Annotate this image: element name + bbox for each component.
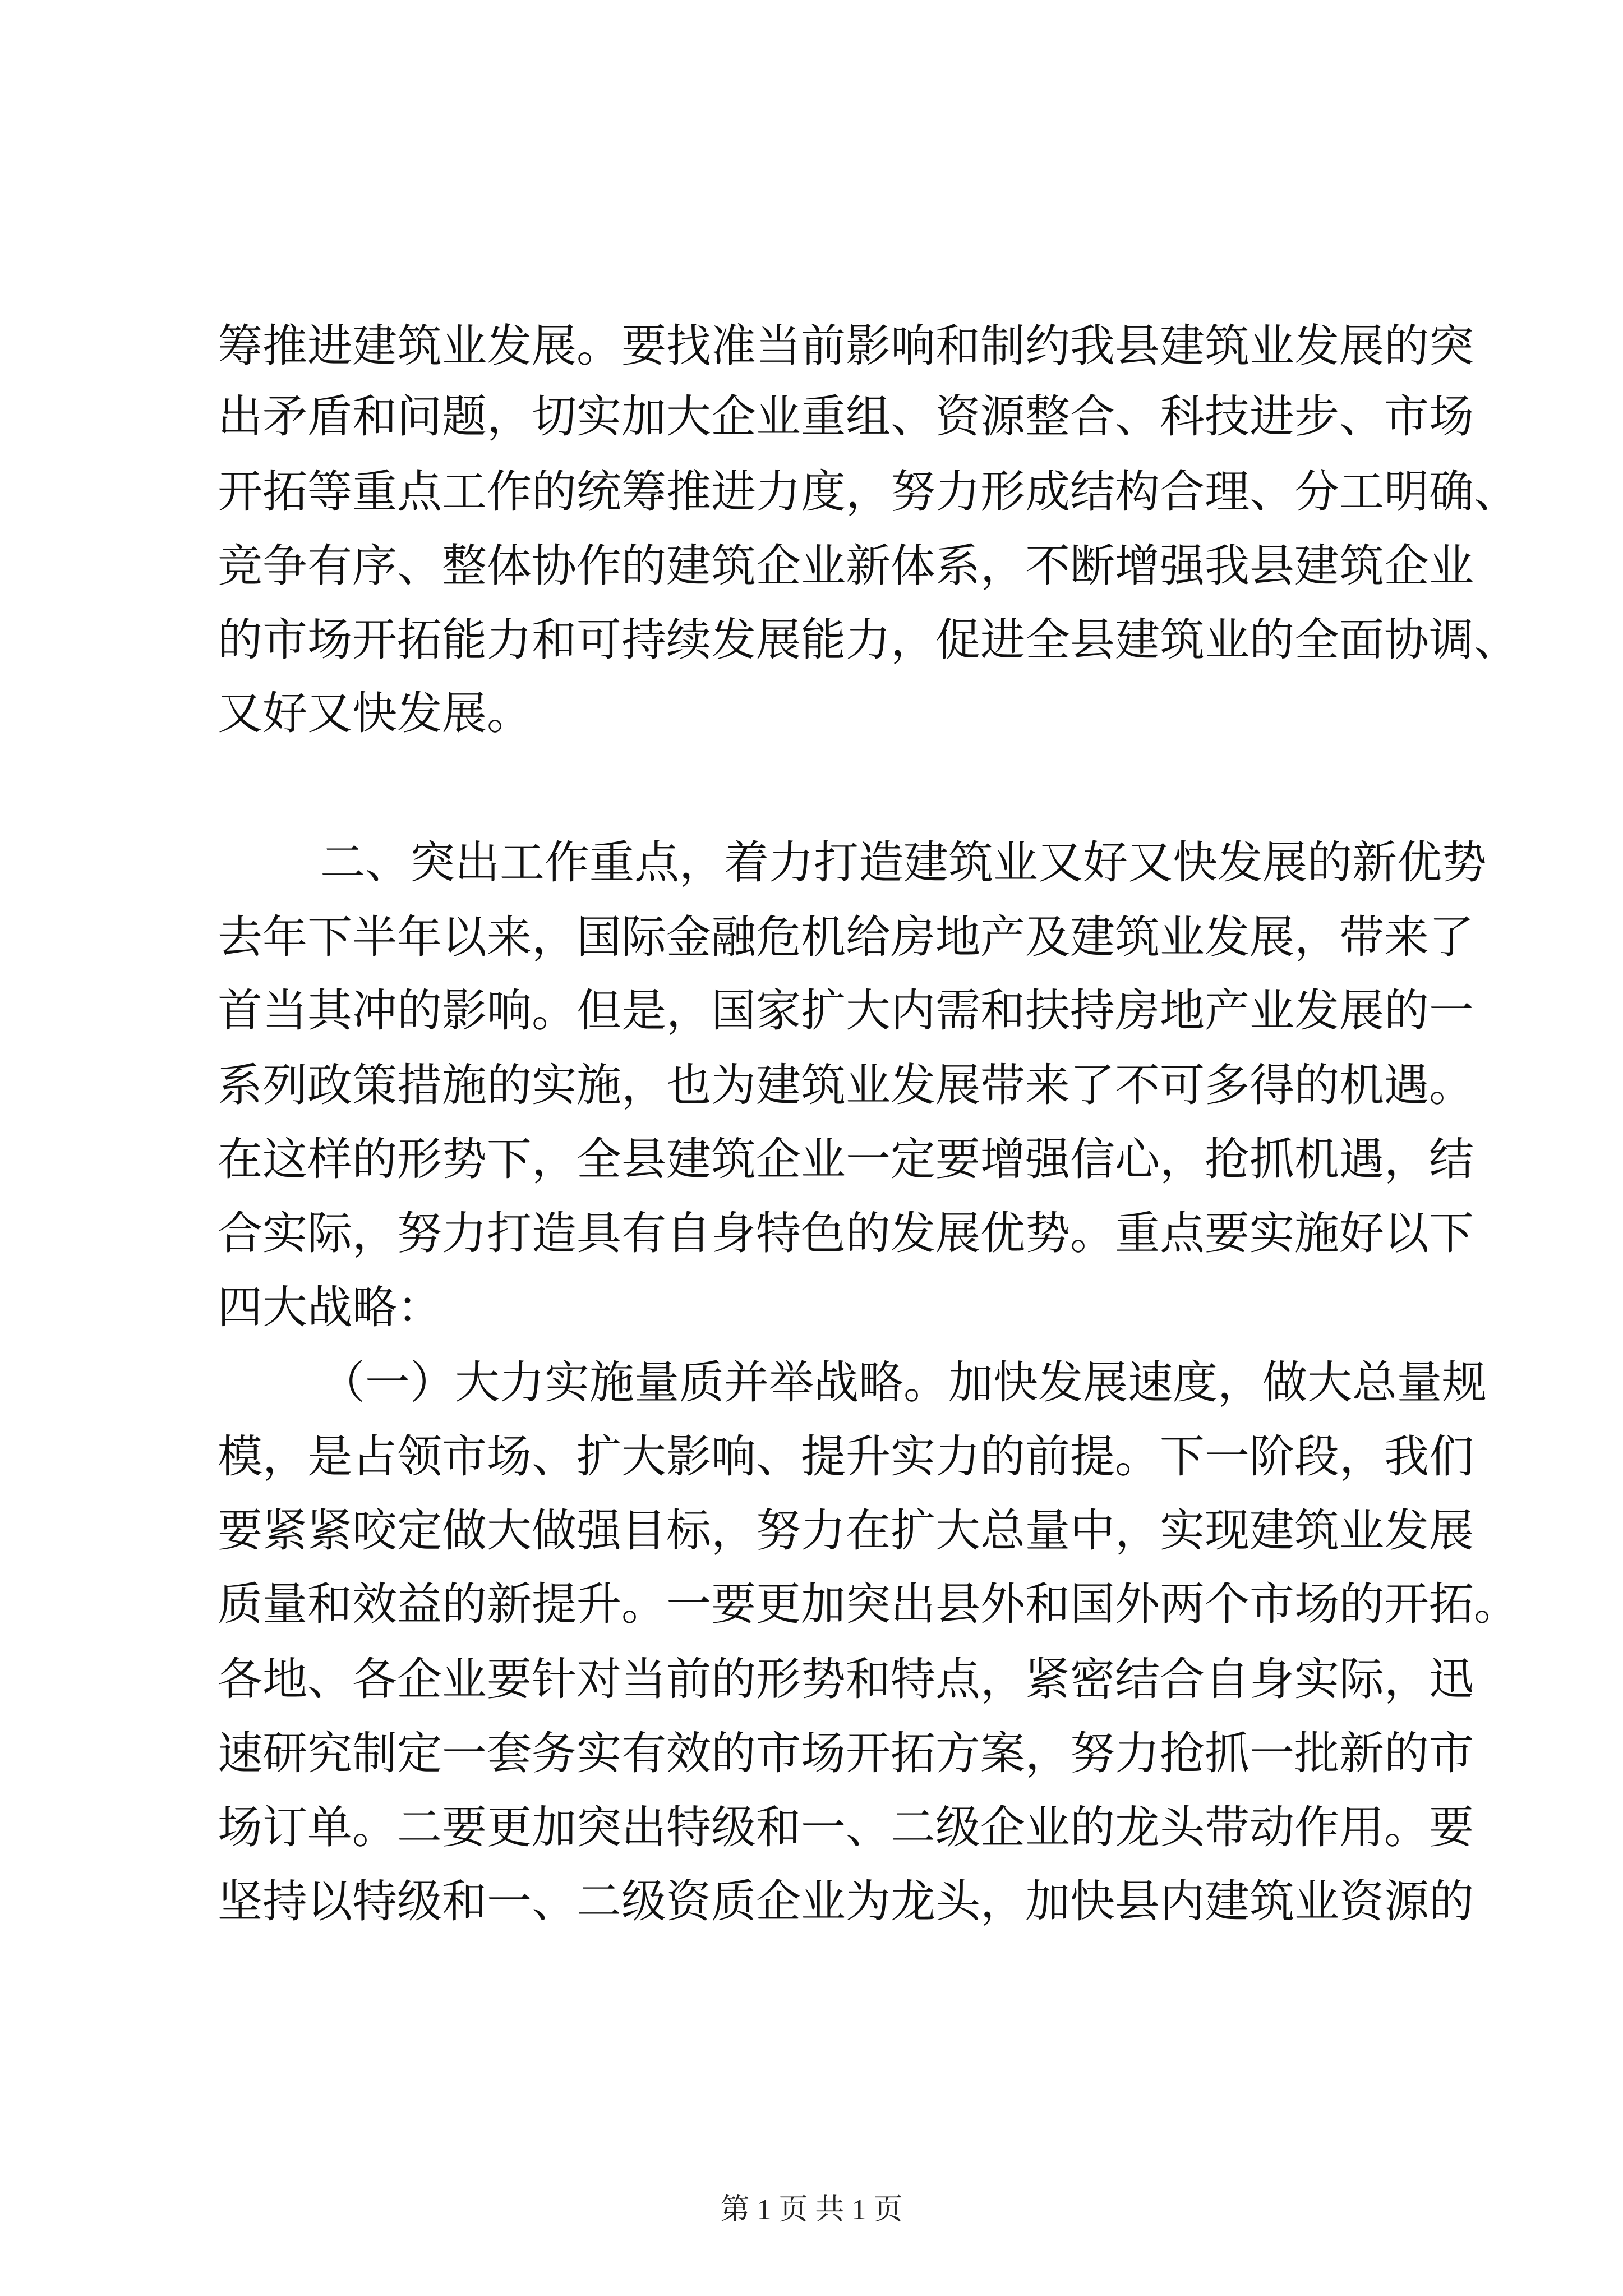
- body-text-line: 开拓等重点工作的统筹推进力度，努力形成结构合理、分工明确、: [218, 466, 1519, 518]
- body-text-line: 各地、各企业要针对当前的形势和特点，紧密结合自身实际，迅: [218, 1653, 1474, 1705]
- body-text-line: 要紧紧咬定做大做强目标，努力在扩大总量中，实现建筑业发展: [218, 1504, 1474, 1557]
- body-text-line: 筹推进建筑业发展。要找准当前影响和制约我县建筑业发展的突: [218, 320, 1474, 372]
- body-text-line: 在这样的形势下，全县建筑企业一定要增强信心，抢抓机遇，结: [218, 1133, 1474, 1185]
- body-text-line: 竞争有序、整体协作的建筑企业新体系，不断增强我县建筑企业: [218, 540, 1474, 592]
- body-text-line: 坚持以特级和一、二级资质企业为龙头，加快县内建筑业资源的: [218, 1875, 1474, 1927]
- body-text-line: 系列政策措施的实施，也为建筑业发展带来了不可多得的机遇。: [218, 1059, 1474, 1111]
- body-text-line: 模，是占领市场、扩大影响、提升实力的前提。下一阶段，我们: [218, 1430, 1474, 1483]
- body-text-line: 的市场开拓能力和可持续发展能力，促进全县建筑业的全面协调、: [218, 614, 1519, 666]
- body-text-line: 又好又快发展。: [218, 687, 532, 739]
- page-footer: 第 1 页 共 1 页: [720, 2194, 903, 2226]
- body-text-line: 四大战略：: [218, 1281, 442, 1333]
- body-text-line: 质量和效益的新提升。一要更加突出县外和国外两个市场的开拓。: [218, 1578, 1519, 1630]
- body-text-line: 首当其冲的影响。但是，国家扩大内需和扶持房地产业发展的一: [218, 984, 1474, 1037]
- section-heading: 二、突出工作重点，着力打造建筑业又好又快发展的新优势: [320, 836, 1487, 889]
- body-text-line: 合实际，努力打造具有自身特色的发展优势。重点要实施好以下: [218, 1207, 1474, 1259]
- body-text-line: 出矛盾和问题，切实加大企业重组、资源整合、科技进步、市场: [218, 390, 1474, 443]
- body-text-line: 去年下半年以来，国际金融危机给房地产及建筑业发展，带来了: [218, 911, 1474, 963]
- subsection-heading: （一）大力实施量质并举战略。加快发展速度，做大总量规: [320, 1356, 1487, 1409]
- body-text-line: 速研究制定一套务实有效的市场开拓方案，努力抢抓一批新的市: [218, 1727, 1474, 1779]
- body-text-line: 场订单。二要更加突出特级和一、二级企业的龙头带动作用。要: [218, 1801, 1474, 1853]
